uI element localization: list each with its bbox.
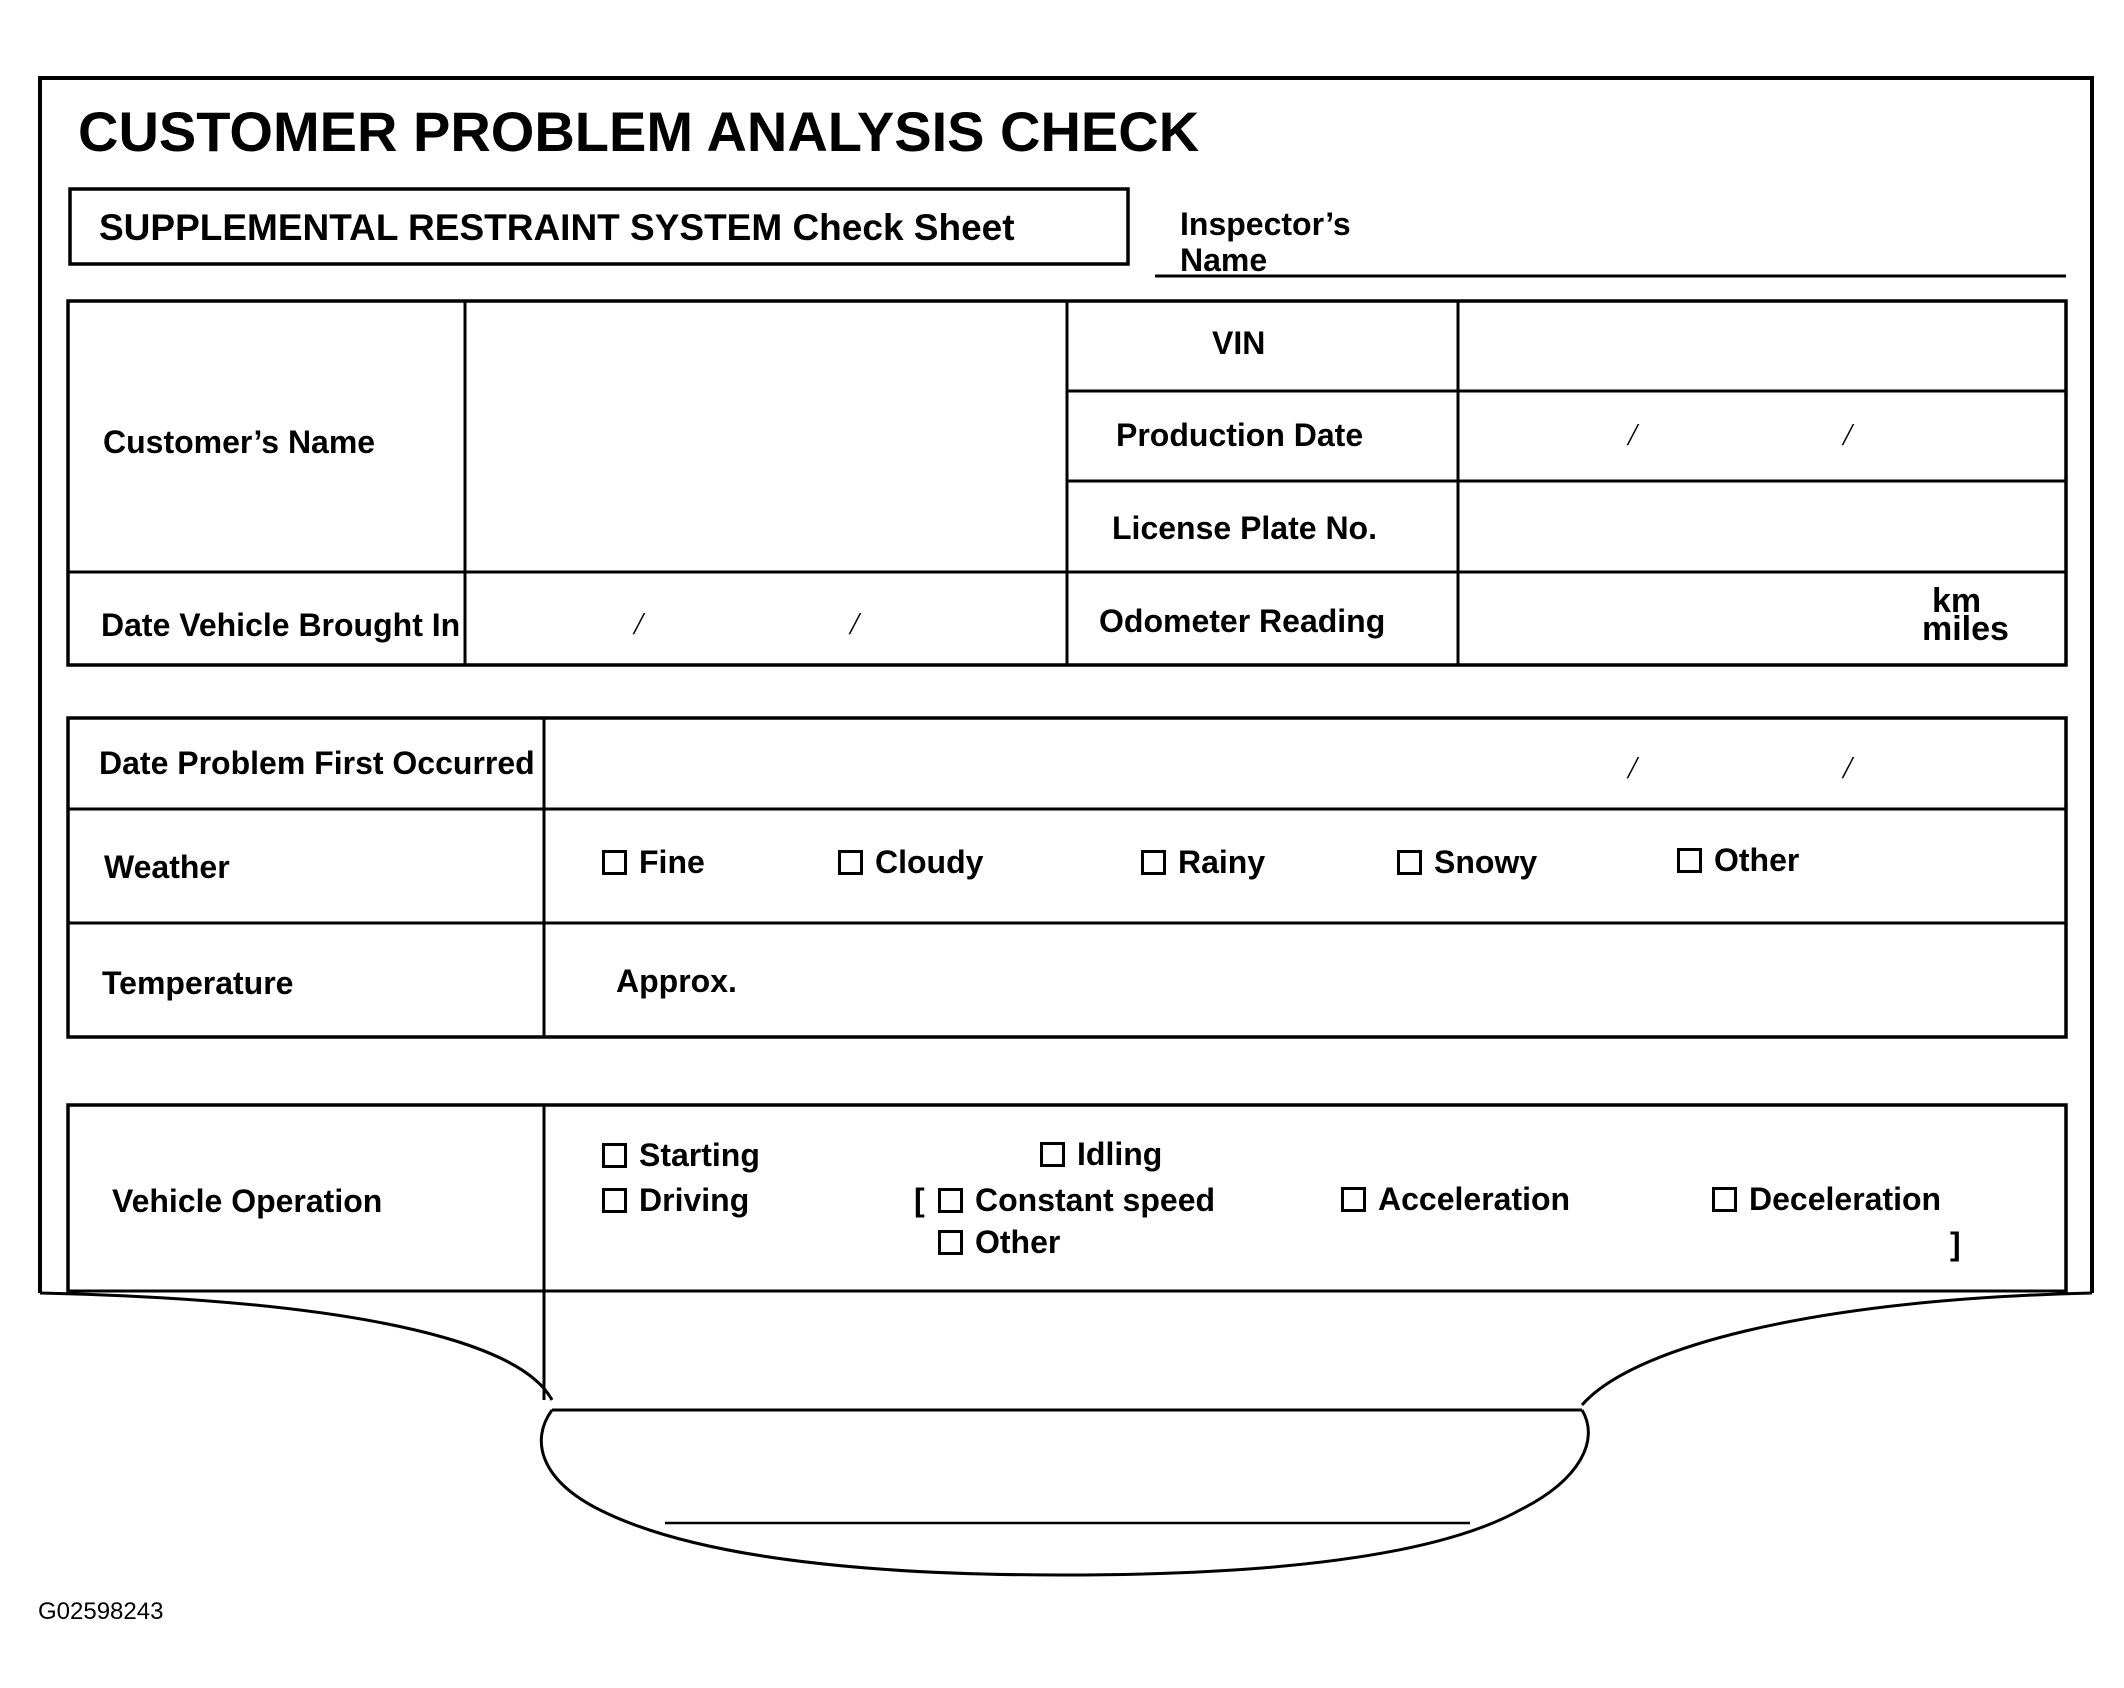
operation-deceleration-label: Deceleration: [1749, 1181, 1942, 1217]
weather-label: Weather: [104, 849, 230, 885]
operation-option-deceleration[interactable]: [1712, 1183, 1941, 1215]
weather-other-checkbox[interactable]: [1677, 848, 1702, 873]
production-date-label: Production Date: [1116, 417, 1364, 453]
date-first-occurred-separator-2: /: [1843, 749, 1852, 785]
vehicle-operation-label: Vehicle Operation: [112, 1183, 383, 1219]
operation-option-idling[interactable]: [1040, 1138, 1162, 1170]
date-first-occurred-field[interactable]: [550, 723, 2060, 805]
weather-fine-label: Fine: [639, 844, 705, 880]
operation-acceleration-label: Acceleration: [1378, 1181, 1571, 1217]
temperature-approx-label: Approx.: [616, 963, 737, 999]
operation-option-constant-speed[interactable]: [938, 1184, 1215, 1216]
weather-fine-checkbox[interactable]: [602, 850, 627, 875]
figure-id: G02598243: [38, 1598, 164, 1625]
vin-label: VIN: [1212, 325, 1266, 361]
weather-option-cloudy[interactable]: [838, 846, 983, 878]
operation-other-label: Other: [975, 1224, 1061, 1260]
operation-option-driving[interactable]: [602, 1184, 749, 1216]
weather-cloudy-label: Cloudy: [875, 844, 984, 880]
operation-deceleration-checkbox[interactable]: [1712, 1187, 1737, 1212]
weather-other-label: Other: [1714, 842, 1800, 878]
inspector-label-line2: Name: [1180, 242, 1268, 278]
odometer-unit-miles[interactable]: miles: [1922, 610, 2009, 648]
driving-open-bracket: [: [914, 1182, 925, 1218]
operation-option-starting[interactable]: [602, 1139, 760, 1171]
date-brought-in-label: Date Vehicle Brought In: [101, 607, 461, 643]
temperature-field[interactable]: [760, 930, 2060, 1018]
weather-cloudy-checkbox[interactable]: [838, 850, 863, 875]
production-date-separator-2: /: [1843, 416, 1852, 452]
operation-other-checkbox[interactable]: [938, 1230, 963, 1255]
date-brought-in-separator-1: /: [634, 605, 643, 641]
temperature-label: Temperature: [102, 965, 294, 1001]
operation-driving-checkbox[interactable]: [602, 1188, 627, 1213]
operation-option-acceleration[interactable]: [1341, 1183, 1570, 1215]
date-brought-in-separator-2: /: [850, 605, 859, 641]
license-plate-label: License Plate No.: [1112, 510, 1377, 546]
weather-snowy-label: Snowy: [1434, 844, 1538, 880]
odometer-field[interactable]: [1463, 577, 1923, 661]
customer-name-label: Customer’s Name: [103, 424, 376, 460]
inspector-label-line1: Inspector’s: [1180, 206, 1351, 242]
sheet-title: CUSTOMER PROBLEM ANALYSIS CHECK: [78, 100, 1200, 163]
customer-name-field[interactable]: [470, 306, 1062, 568]
driving-close-bracket: ]: [1950, 1226, 1961, 1262]
inspector-name-field[interactable]: [1320, 230, 2060, 272]
production-date-field[interactable]: [1463, 396, 2061, 478]
operation-starting-checkbox[interactable]: [602, 1143, 627, 1168]
weather-option-rainy[interactable]: [1141, 846, 1265, 878]
operation-acceleration-checkbox[interactable]: [1341, 1187, 1366, 1212]
odometer-label: Odometer Reading: [1099, 603, 1386, 639]
odometer-unit-km[interactable]: km: [1932, 582, 1982, 620]
operation-starting-label: Starting: [639, 1137, 760, 1173]
date-brought-in-field[interactable]: [470, 577, 1062, 661]
weather-option-snowy[interactable]: [1397, 846, 1537, 878]
operation-idling-checkbox[interactable]: [1040, 1142, 1065, 1167]
production-date-separator-1: /: [1628, 416, 1637, 452]
vin-field[interactable]: [1463, 306, 2061, 388]
operation-idling-label: Idling: [1077, 1136, 1163, 1172]
weather-rainy-label: Rainy: [1178, 844, 1266, 880]
weather-snowy-checkbox[interactable]: [1397, 850, 1422, 875]
operation-option-other[interactable]: [938, 1226, 1060, 1258]
operation-constant-speed-checkbox[interactable]: [938, 1188, 963, 1213]
sheet-subtitle: SUPPLEMENTAL RESTRAINT SYSTEM Check Sheet: [99, 207, 1015, 248]
license-plate-field[interactable]: [1463, 486, 2061, 568]
weather-option-other[interactable]: [1677, 844, 1799, 876]
operation-driving-label: Driving: [639, 1182, 750, 1218]
date-first-occurred-separator-1: /: [1628, 749, 1637, 785]
date-first-occurred-label: Date Problem First Occurred: [99, 745, 535, 781]
weather-option-fine[interactable]: [602, 846, 705, 878]
operation-constant-speed-label: Constant speed: [975, 1182, 1216, 1218]
weather-rainy-checkbox[interactable]: [1141, 850, 1166, 875]
